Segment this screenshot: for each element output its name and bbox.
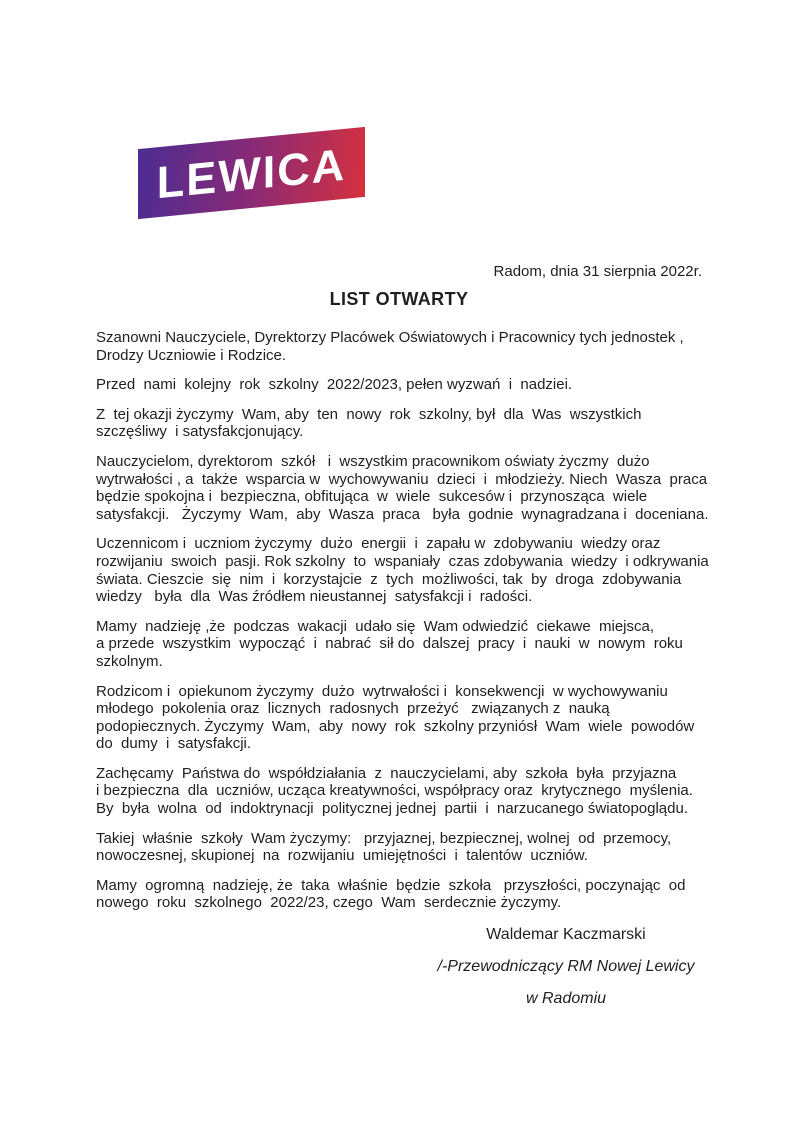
- paragraph-line: będzie spokojna i bezpieczna, obfitująca w wiele sukcesów i przynosząca wiele: [96, 488, 648, 506]
- paragraph-line: Zachęcamy Państwa do współdziałania z nauczycielami, aby szkoła była przyjazna: [96, 764, 677, 782]
- paragraph-line: szczęśliwy i satysfakcjonujący.: [96, 423, 304, 441]
- paragraph: [96, 535, 709, 606]
- paragraph: [96, 618, 702, 671]
- paragraph: [96, 683, 702, 753]
- paragraph-line: młodego pokolenia oraz licznych radosnych przeżyć związanych z nauką: [96, 700, 610, 718]
- signature-name: Waldemar Kaczmarski: [486, 926, 646, 944]
- letter-content: [96, 0, 709, 1022]
- paragraph-line: Uczennicom i uczniom życzymy dużo energii i zapału w zdobywaniu wiedzy oraz: [96, 535, 661, 553]
- paragraph-salutation: [96, 329, 702, 364]
- paragraph-line: satysfakcji. Życzymy Wam, aby Wasza praca była godnie wynagradzana i doceniana.: [96, 505, 709, 523]
- paragraph-line: do dumy i satysfakcji.: [96, 735, 252, 753]
- paragraph: [96, 376, 702, 394]
- paragraph-line: Szanowni Nauczyciele, Dyrektorzy Placówek Oświatowych i Pracownicy tych jednostek ,: [96, 329, 684, 346]
- date-line: Radom, dnia 31 sierpnia 2022r.: [493, 263, 702, 280]
- paragraph-line: szkolnym.: [96, 652, 163, 670]
- paragraph-line: Rodzicom i opiekunom życzymy dużo wytrwałości i konsekwencji w wychowywaniu: [96, 682, 668, 700]
- paragraph-line: i bezpieczna dla uczniów, ucząca kreatywności, współpracy oraz krytycznego myślenia.: [96, 782, 693, 800]
- lewica-logo-text: LEWICA: [156, 138, 347, 208]
- paragraph-line: Drodzy Uczniowie i Rodzice.: [96, 346, 287, 364]
- paragraph-line: Przed nami kolejny rok szkolny 2022/2023, pełen wyzwań i nadziei.: [96, 376, 573, 394]
- paragraph-line: wiedzy była dla Was źródłem nieustannej satysfakcji i radości.: [96, 588, 533, 606]
- paragraph-line: nowoczesnej, skupionej na rozwijaniu umiejętności i talentów uczniów.: [96, 847, 588, 865]
- paragraph-line: Takiej właśnie szkoły Wam życzymy: przyjaznej, bezpiecznej, wolnej od przemocy,: [96, 829, 672, 847]
- paragraph-line: Mamy ogromną nadzieję, że taka właśnie będzie szkoła przyszłości, poczynając od: [96, 876, 686, 894]
- signature-block: [411, 926, 721, 1008]
- paragraph: [96, 830, 702, 865]
- paragraph: [96, 877, 702, 912]
- paragraph-line: podopiecznych. Życzymy Wam, aby nowy rok szkolny przyniósł Wam wiele powodów: [96, 717, 695, 735]
- paragraph-line: nowego roku szkolnego 2022/23, czego Wam serdecznie życzymy.: [96, 894, 562, 912]
- paragraph-line: wytrwałości , a także wsparcia w wychowywaniu dzieci i młodzieży. Niech Wasza praca: [96, 470, 708, 488]
- paragraph-line: Z tej okazji życzymy Wam, aby ten nowy rok szkolny, był dla Was wszystkich: [96, 405, 642, 423]
- paragraph-line: Nauczycielom, dyrektorom szkół i wszystkim pracownikom oświaty życzmy dużo: [96, 452, 650, 470]
- paragraph: [96, 406, 702, 441]
- paragraph: [96, 452, 709, 523]
- paragraph-line: By była wolna od indoktrynacji politycznej jednej partii i narzucanego światopoglądu.: [96, 800, 689, 818]
- paragraph-line: rozwijaniu swoich pasji. Rok szkolny to wspaniały czas zdobywania wiedzy i odkrywania: [96, 552, 709, 570]
- paragraph-line: Mamy nadzieję ,że podczas wakacji udało się Wam odwiedzić ciekawe miejsca,: [96, 617, 655, 635]
- signature-location: w Radomiu: [525, 990, 607, 1008]
- letter-title: LIST OTWARTY: [329, 289, 469, 309]
- signature-role: /-Przewodniczący RM Nowej Lewicy: [437, 958, 695, 976]
- paragraph-line: świata. Cieszcie się nim i korzystajcie z tych możliwości, tak by droga zdobywania: [96, 570, 682, 588]
- letter-body: [96, 329, 709, 912]
- paragraph-line: a przede wszystkim wypocząć i nabrać sił do dalszej pracy i nauki w nowym roku: [96, 635, 683, 653]
- paragraph: [96, 765, 702, 818]
